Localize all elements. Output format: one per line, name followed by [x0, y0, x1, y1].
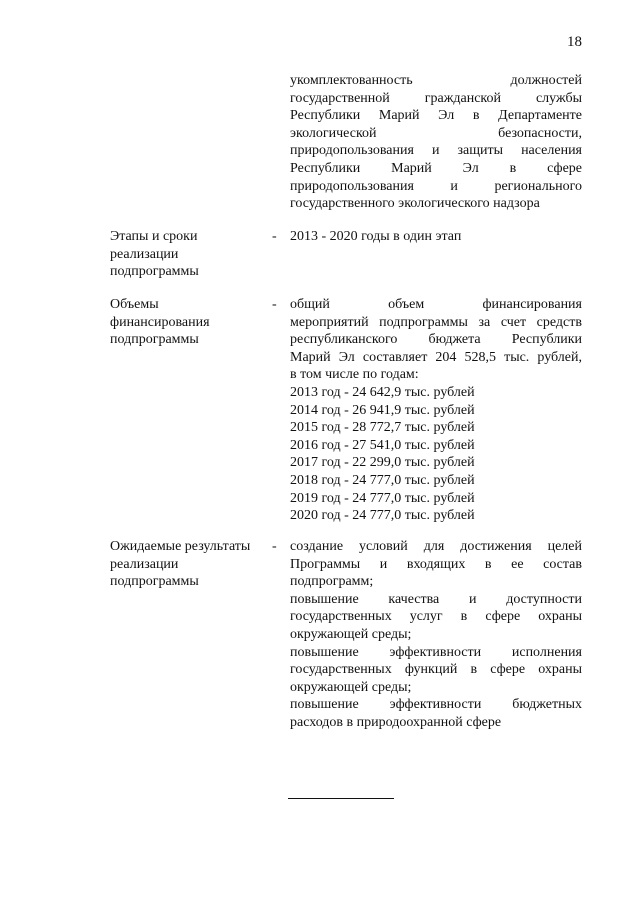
section-content: [290, 538, 582, 732]
section-content: [290, 296, 582, 525]
dash-separator: -: [272, 297, 277, 312]
content-line: общий объем финансирования: [290, 297, 582, 312]
dash-separator: -: [272, 229, 277, 244]
year-amount: 2015 год - 28 772,7 тыс. рублей: [290, 420, 475, 436]
label-line: подпрограммы: [110, 574, 199, 590]
section-label: [110, 228, 270, 281]
intro-line: укомплектованность должностей: [290, 73, 582, 88]
result-line: государственных услуг в сфере охраны: [290, 609, 582, 625]
dash-separator: -: [272, 539, 277, 554]
section-label: [110, 538, 270, 591]
year-amount: 2020 год - 24 777,0 тыс. рублей: [290, 508, 475, 524]
result-line: повышение эффективности бюджетных: [290, 697, 582, 713]
year-amount: 2014 год - 26 941,9 тыс. рублей: [290, 402, 475, 418]
year-amount: 2018 год - 24 777,0 тыс. рублей: [290, 472, 475, 488]
section-content: [290, 228, 582, 246]
result-line: подпрограмм;: [290, 574, 374, 590]
content-line: в том числе по годам:: [290, 367, 419, 383]
label-line: реализации: [110, 246, 179, 262]
result-line: создание условий для достижения целей: [290, 539, 582, 554]
content-line: республиканского бюджета Республики: [290, 332, 582, 348]
result-line: окружающей среды;: [290, 679, 412, 695]
label-line: Объемы: [110, 297, 159, 312]
year-amount: 2013 год - 24 642,9 тыс. рублей: [290, 384, 475, 400]
intro-line: государственного экологического надзора: [290, 196, 540, 212]
year-amount: 2016 год - 27 541,0 тыс. рублей: [290, 437, 475, 453]
result-line: расходов в природоохранной сфере: [290, 714, 502, 730]
page-number: 18: [567, 34, 582, 50]
footer-divider: [288, 798, 394, 799]
result-line: окружающей среды;: [290, 626, 412, 642]
intro-line: природопользования и регионального: [290, 178, 582, 194]
content-line: мероприятий подпрограммы за счет средств: [290, 314, 582, 330]
intro-line: природопользования и защиты населения: [290, 143, 582, 159]
intro-line: Республики Марий Эл в Департаменте: [290, 108, 582, 124]
intro-line: Республики Марий Эл в сфере: [290, 160, 582, 176]
year-amount: 2017 год - 22 299,0 тыс. рублей: [290, 455, 475, 471]
label-line: Этапы и сроки: [110, 229, 198, 244]
result-line: государственных функций в сфере охраны: [290, 662, 582, 678]
label-line: подпрограммы: [110, 264, 199, 280]
section-label: [110, 296, 270, 349]
intro-text: [290, 72, 582, 213]
result-line: Программы и входящих в ее состав: [290, 556, 582, 572]
intro-line: экологической безопасности,: [290, 125, 582, 141]
content-line: Марий Эл составляет 204 528,5 тыс. рублей,: [290, 349, 582, 365]
intro-line: государственной гражданской службы: [290, 90, 582, 106]
content-line: 2013 - 2020 годы в один этап: [290, 229, 462, 244]
label-line: подпрограммы: [110, 332, 199, 348]
result-line: повышение качества и доступности: [290, 591, 582, 607]
label-line: реализации: [110, 556, 179, 572]
year-amount: 2019 год - 24 777,0 тыс. рублей: [290, 490, 475, 506]
result-line: повышение эффективности исполнения: [290, 644, 582, 660]
label-line: финансирования: [110, 314, 210, 330]
label-line: Ожидаемые результаты: [110, 539, 251, 554]
